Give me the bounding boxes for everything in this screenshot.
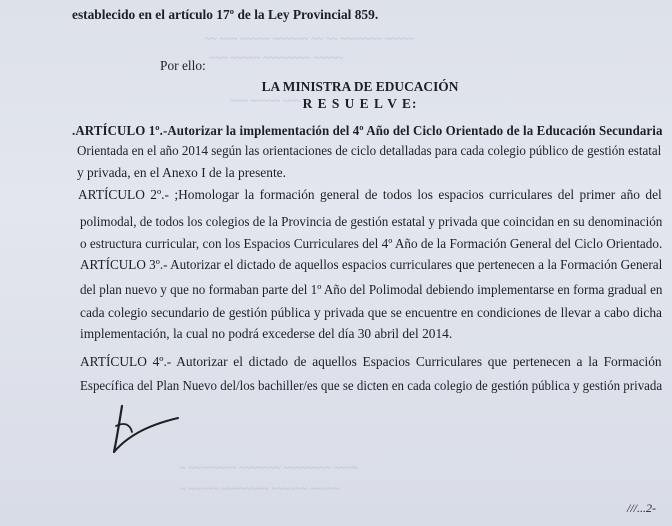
signature-mark [104,402,184,460]
article-2-line-1: ARTÍCULO 2º.- ;Homologar la formación general de todos los espacios curriculares del primer año del [78,187,662,202]
bleed-through-text: ~ ~~~~~ ~~~~~~~~ ~~~~~~ ~~~~~ [180,483,340,495]
article-4-line-2: Específica del Plan Nuevo del/los bachiller/es que se dicten en cada colegio de gestión pública y gestión privada [80,378,663,393]
page-number: ///...2- [627,501,656,515]
article-3-line-4: implementación, la cual no podrá excederse del día 30 abril del 2014. [80,326,453,341]
article-1-line-3: y privada, en el Anexo I de la presente. [77,165,286,180]
article-4-line-1: ARTÍCULO 4º.- Autorizar el dictado de aquellos Espacios Curriculares que pertenecen a la Formación [80,354,662,369]
bleed-through-text: ~~ ~~~ ~~~~~ ~~~~~~ ~~ ~~ ~~~~~~~ ~~~~~ [205,33,415,45]
article-3-line-1: ARTÍCULO 3º.- Autorizar el dictado de aquellos espacios curriculares que pertenecen a la Formación General [80,257,663,272]
por-ello-text: Por ello: [160,58,206,73]
article-1-line-1: .ARTÍCULO 1º.-Autorizar la implementación del 4º Año del Ciclo Orientado de la Educación Secundaria [72,123,663,138]
bleed-through-text: ~~~ ~~~~~ ~~~ [230,95,301,107]
resolves-heading: R E S U E L V E: [302,96,418,111]
authority-heading: LA MINISTRA DE EDUCACIÓN [261,79,459,94]
article-1-line-2: Orientada en el año 2014 según las orientaciones de ciclo detalladas para cada colegio público de gestión estatal [77,143,662,158]
article-2-line-2: polimodal, de todos los colegios de la Provincia de gestión estatal y privada que coincidan en su denominación [80,214,663,229]
article-2-line-3: o estructura curricular, con los Espacios Curriculares del 4º Año de la Formación General del Ciclo Orientado. [80,236,663,251]
article-3-line-2: del plan nuevo y que no formaban parte del 1º Año del Polimodal debiendo implementarse en forma gradual en [80,282,663,297]
article-3-line-3: cada colegio secundario de gestión pública y privada que se encuentre en condiciones de llevar a cabo dicha [80,305,662,320]
intro-text: establecido en el artículo 17º de la Ley Provincial 859. [72,7,379,22]
bleed-through-text: ~ ~~~~~~~~ ~~~~~~~ ~~~~~~~~ ~~~~ [180,462,358,474]
bleed-through-text: ~~~ ~~~~~ ~~~~~~~~ ~~~~~ [210,52,344,64]
